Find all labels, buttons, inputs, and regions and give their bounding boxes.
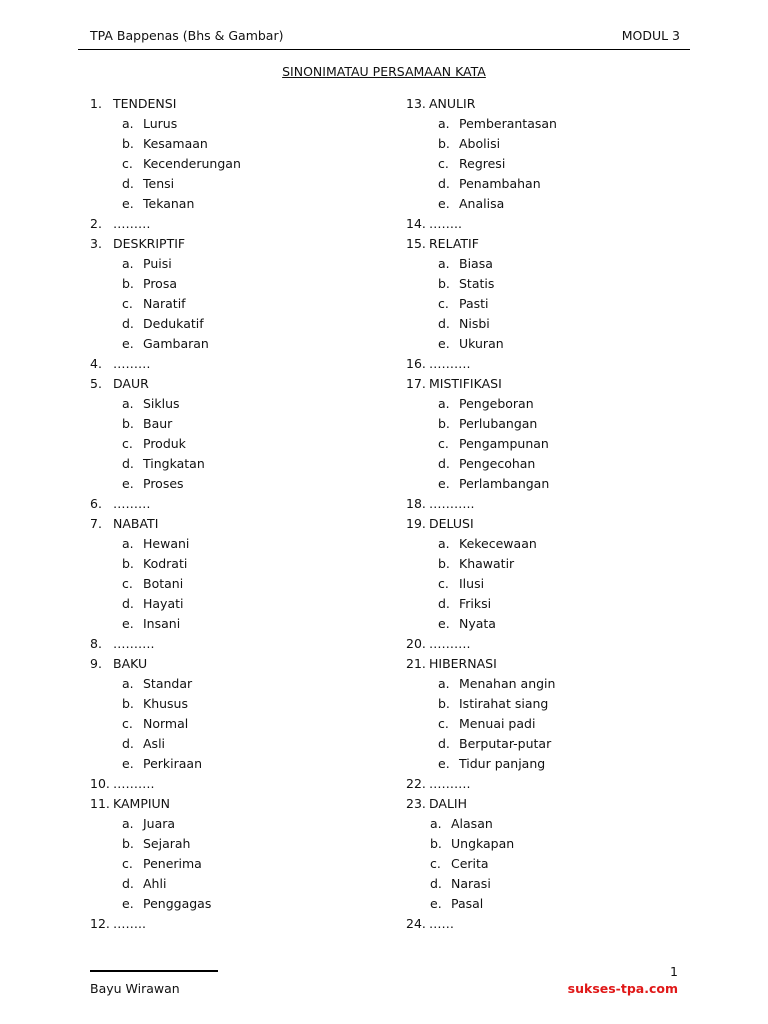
option-text: Penggagas [143,896,212,911]
option-letter: d. [438,596,450,611]
answer-option [90,174,390,194]
question-word: ………. [429,356,471,371]
option-letter: b. [438,556,450,571]
answer-option [406,614,706,634]
answer-option [90,334,390,354]
option-letter: a. [438,676,450,691]
option-text: Normal [143,716,189,731]
option-letter: b. [430,836,442,851]
answer-option [406,294,706,314]
option-letter: a. [438,536,450,551]
question-number: 24. [406,916,426,931]
option-text: Pemberantasan [459,116,557,131]
answer-option [90,194,390,214]
option-text: Cerita [451,856,489,871]
option-text: Analisa [459,196,505,211]
answer-option [406,314,706,334]
question-word: MISTIFIKASI [429,376,502,391]
option-text: Menuai padi [459,716,536,731]
option-text: Perlambangan [459,476,550,491]
option-letter: e. [430,896,442,911]
option-letter: a. [122,116,134,131]
option-letter: d. [122,456,134,471]
option-text: Baur [143,416,173,431]
question-number: 16. [406,356,426,371]
question-item [90,654,390,674]
option-letter: b. [122,696,134,711]
option-text: Statis [459,276,495,291]
option-text: Alasan [451,816,493,831]
option-text: Insani [143,616,181,631]
option-letter: a. [438,116,450,131]
answer-option [90,134,390,154]
answer-option [90,454,390,474]
option-text: Produk [143,436,186,451]
option-text: Penambahan [459,176,541,191]
question-word: BAKU [113,656,148,671]
answer-option [90,534,390,554]
question-word: DALIH [429,796,468,811]
header-module-label: MODUL 3 [621,28,680,43]
question-number: 14. [406,216,426,231]
option-letter: d. [122,596,134,611]
option-text: Tekanan [143,196,195,211]
question-item [406,914,706,934]
answer-option [90,754,390,774]
answer-option [90,394,390,414]
answer-option [406,414,706,434]
question-number: 13. [406,96,426,111]
question-item [406,94,706,114]
option-text: Kodrati [143,556,188,571]
option-text: Tensi [143,176,175,191]
option-text: Menahan angin [459,676,556,691]
option-text: Ungkapan [451,836,515,851]
option-letter: e. [122,476,134,491]
question-word: DELUSI [429,516,474,531]
answer-option [406,134,706,154]
option-text: Pasti [459,296,489,311]
question-number: 22. [406,776,426,791]
option-text: Proses [143,476,184,491]
option-letter: d. [438,456,450,471]
option-text: Ukuran [459,336,504,351]
question-number: 21. [406,656,426,671]
question-word: RELATIF [429,236,479,251]
option-letter: a. [438,256,450,271]
answer-option [90,314,390,334]
answer-option [90,714,390,734]
question-word: ……… [113,356,151,371]
option-letter: b. [438,416,450,431]
question-number: 12. [90,916,110,931]
answer-option [90,894,390,914]
option-text: Sejarah [143,836,191,851]
footer-divider [90,970,218,972]
option-letter: b. [438,136,450,151]
option-letter: c. [122,856,133,871]
option-letter: d. [438,316,450,331]
question-word: ………. [113,636,155,651]
answer-option [406,814,706,834]
question-number: 9. [90,656,102,671]
answer-option [406,274,706,294]
answer-option [90,674,390,694]
answer-option [406,674,706,694]
option-letter: b. [122,136,134,151]
answer-option [406,534,706,554]
question-number: 6. [90,496,102,511]
footer-website[interactable]: sukses-tpa.com [567,981,678,996]
option-text: Tingkatan [143,456,205,471]
page-number: 1 [670,964,678,979]
answer-option [406,154,706,174]
question-item [90,214,390,234]
question-item [406,354,706,374]
answer-option [90,154,390,174]
option-text: Tidur panjang [459,756,546,771]
option-text: Hewani [143,536,190,551]
option-text: Juara [143,816,176,831]
option-text: Prosa [143,276,178,291]
answer-option [406,334,706,354]
option-letter: c. [122,716,133,731]
option-letter: c. [122,156,133,171]
option-letter: c. [122,576,133,591]
option-letter: a. [122,256,134,271]
option-letter: e. [438,756,450,771]
option-text: Ahli [143,876,167,891]
answer-option [406,834,706,854]
question-number: 23. [406,796,426,811]
option-letter: e. [438,476,450,491]
question-item [406,634,706,654]
question-item [90,914,390,934]
option-letter: c. [430,856,441,871]
option-letter: c. [122,296,133,311]
answer-option [90,694,390,714]
page-title [0,64,768,79]
option-letter: a. [122,676,134,691]
option-text: Dedukatif [143,316,204,331]
question-number: 18. [406,496,426,511]
header-divider [78,49,690,50]
option-text: Nisbi [459,316,490,331]
option-letter: d. [122,876,134,891]
option-text: Biasa [459,256,493,271]
answer-option [406,474,706,494]
answer-option [406,394,706,414]
option-letter: d. [430,876,442,891]
question-number: 11. [90,796,110,811]
question-item [406,214,706,234]
page-header [90,28,680,46]
answer-option [90,474,390,494]
header-course-title: TPA Bappenas (Bhs & Gambar) [90,28,284,43]
option-text: Ilusi [459,576,485,591]
question-word: ……….. [429,496,475,511]
question-word: DAUR [113,376,149,391]
answer-option [90,554,390,574]
question-word: ……… [113,496,151,511]
question-item [90,514,390,534]
answer-option [90,594,390,614]
option-letter: b. [438,696,450,711]
question-word: KAMPIUN [113,796,171,811]
option-letter: c. [438,716,449,731]
question-number: 17. [406,376,426,391]
option-text: Khusus [143,696,188,711]
option-letter: a. [430,816,442,831]
question-item [406,374,706,394]
answer-option [90,414,390,434]
answer-option [406,254,706,274]
question-word: ……… [113,216,151,231]
option-letter: c. [438,436,449,451]
option-text: Kecenderungan [143,156,241,171]
option-text: Kesamaan [143,136,208,151]
option-letter: c. [438,576,449,591]
option-text: Penerima [143,856,202,871]
option-letter: b. [438,276,450,291]
question-number: 5. [90,376,102,391]
answer-option [406,894,706,914]
option-letter: e. [438,616,450,631]
option-text: Pengecohan [459,456,536,471]
question-word: …… [429,916,454,931]
option-letter: d. [438,176,450,191]
question-item [406,494,706,514]
option-letter: c. [438,296,449,311]
question-word: ………. [429,636,471,651]
question-item [90,354,390,374]
answer-option [406,734,706,754]
answer-option [90,294,390,314]
question-item [90,794,390,814]
question-word: …….. [429,216,462,231]
question-number: 19. [406,516,426,531]
question-item [406,774,706,794]
footer-author: Bayu Wirawan [90,981,180,996]
answer-option [90,574,390,594]
option-letter: b. [122,836,134,851]
option-letter: e. [438,196,450,211]
option-letter: c. [122,436,133,451]
option-text: Pengeboran [459,396,534,411]
question-item [406,794,706,814]
question-item [90,634,390,654]
question-number: 10. [90,776,110,791]
question-item [90,374,390,394]
question-word: TENDENSI [113,96,177,111]
answer-option [406,694,706,714]
question-word: …….. [113,916,146,931]
option-text: Perlubangan [459,416,538,431]
option-letter: e. [438,336,450,351]
left-question-column [90,94,390,934]
option-text: Gambaran [143,336,209,351]
answer-option [406,554,706,574]
option-letter: c. [438,156,449,171]
question-number: 1. [90,96,102,111]
page-title-text: SINONIMATAU PERSAMAAN KATA [282,64,486,79]
option-text: Siklus [143,396,180,411]
answer-option [90,114,390,134]
question-item [90,94,390,114]
question-number: 7. [90,516,102,531]
question-item [90,774,390,794]
option-text: Berputar-putar [459,736,552,751]
option-letter: a. [122,536,134,551]
answer-option [90,254,390,274]
option-letter: b. [122,276,134,291]
question-word: DESKRIPTIF [113,236,186,251]
question-word: ANULIR [429,96,476,111]
question-number: 4. [90,356,102,371]
answer-option [406,874,706,894]
option-letter: d. [438,736,450,751]
answer-option [90,434,390,454]
answer-option [90,274,390,294]
answer-option [406,194,706,214]
answer-option [90,854,390,874]
question-number: 15. [406,236,426,251]
answer-option [406,594,706,614]
question-number: 8. [90,636,102,651]
answer-option [406,174,706,194]
option-text: Asli [143,736,166,751]
option-letter: a. [122,816,134,831]
answer-option [406,754,706,774]
question-word: HIBERNASI [429,656,497,671]
option-text: Friksi [459,596,492,611]
question-word: ………. [429,776,471,791]
question-item [406,654,706,674]
option-text: Pasal [451,896,484,911]
question-item [406,514,706,534]
right-question-column [406,94,706,934]
option-letter: e. [122,896,134,911]
question-word: NABATI [113,516,159,531]
option-text: Perkiraan [143,756,203,771]
answer-option [90,834,390,854]
option-letter: d. [122,736,134,751]
answer-option [406,114,706,134]
option-text: Kekecewaan [459,536,537,551]
option-letter: e. [122,196,134,211]
answer-option [90,874,390,894]
option-text: Narasi [451,876,491,891]
option-text: Standar [143,676,193,691]
question-item [90,234,390,254]
answer-option [90,614,390,634]
option-text: Lurus [143,116,178,131]
option-letter: e. [122,756,134,771]
answer-option [406,434,706,454]
question-item [90,494,390,514]
option-text: Hayati [143,596,184,611]
option-letter: e. [122,616,134,631]
answer-option [406,714,706,734]
option-letter: a. [122,396,134,411]
option-text: Puisi [143,256,172,271]
answer-option [406,854,706,874]
option-text: Khawatir [459,556,515,571]
option-text: Naratif [143,296,186,311]
option-letter: b. [122,416,134,431]
option-letter: e. [122,336,134,351]
option-text: Nyata [459,616,496,631]
option-text: Botani [143,576,184,591]
answer-option [406,574,706,594]
option-letter: b. [122,556,134,571]
option-letter: d. [122,176,134,191]
question-item [406,234,706,254]
question-number: 2. [90,216,102,231]
option-letter: d. [122,316,134,331]
question-number: 20. [406,636,426,651]
option-letter: a. [438,396,450,411]
option-text: Abolisi [459,136,501,151]
option-text: Istirahat siang [459,696,549,711]
question-word: ………. [113,776,155,791]
option-text: Pengampunan [459,436,549,451]
question-number: 3. [90,236,102,251]
answer-option [90,734,390,754]
answer-option [406,454,706,474]
answer-option [90,814,390,834]
option-text: Regresi [459,156,506,171]
